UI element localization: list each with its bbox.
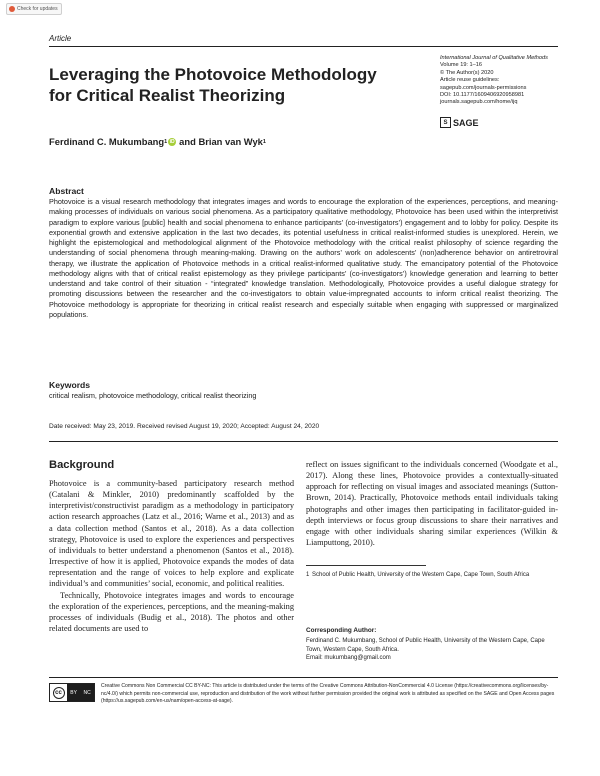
cc-nc-label: NC: [83, 689, 91, 696]
journal-permissions-link[interactable]: sagepub.com/journals-permissions: [440, 84, 527, 91]
journal-home-link[interactable]: journals.sagepub.com/home/ijq: [440, 99, 518, 106]
left-column: [49, 478, 294, 634]
author-first[interactable]: Ferdinand C. Mukumbang: [49, 136, 165, 147]
top-divider: [49, 46, 558, 47]
license-text: Creative Commons Non Commercial CC BY-NC: This article is distributed under the terms of the Creative Commons Attribution-NonCommercial 4.0 License (https://creativecommons.org/licenses/by-nc/4.0/) which permits non-commercial use, reproduction and distribution of the work without further permission provided the original work is attributed as specified on the SAGE and Open Access pages (https://us.sagepub.com/en-us/nam/open-access-at-sage).: [101, 683, 555, 705]
bottom-divider: [49, 677, 558, 678]
updates-icon: [9, 6, 15, 12]
title-line-1: Leveraging the Photovoice Methodology: [49, 65, 377, 84]
footnote-divider: [306, 565, 426, 566]
cc-icon: cc: [53, 687, 65, 699]
journal-reuse: Article reuse guidelines:: [440, 77, 500, 84]
cc-license-badge[interactable]: [49, 683, 95, 702]
dates-line: Date received: May 23, 2019. Received revised August 19, 2020; Accepted: August 24, 2020: [49, 423, 320, 430]
sage-wordmark: SAGE: [453, 117, 479, 128]
cc-badge-left: [50, 684, 67, 701]
affiliation-number: 1: [306, 572, 310, 578]
journal-info: [440, 55, 565, 107]
abstract-text: Photovoice is a visual research methodology that integrates images and words to encourage the exploration of the experiences, perceptions, and meaning-making processes of individuals on various social phenomena. As a participatory qualitative methodology, Photovoice has been used within the interpretivist paradigm to explore various [public] health and social phenomena to enhance participants’ (co-investigators’) engagement and to lobby for policy. Despite its exponential growth and extensive application in the last two decades, its potential usefulness in critical realist-informed studies is unexplored. Herein, we highlight the epistemological and methodological alignment of the Photovoice methodology with the critical realist philosophy of science regarding the understanding of social phenomena through meaning-making. Drawing on the authors’ work on adolescents’ (non)adherence behavior on antiretroviral therapy, we illustrate the application of Photovoice methods in a critical realist-informed qualitative study. The emancipatory potential of the Photovoice methodology aligns with that of critical realist epistemology as they privilege participants’ (co-investigators’) knowledge generation and learning to better understand and take control of their situation - “integrated” knowledge translation. Methodologically, Photovoice provides a useful dialogue strategy for promoting discussions between the researcher and the co-investigators to obtain value-impregnated accounts to inform critical realist theorizing. The Photovoice methodology is appropriate for theorizing in critical realist research and especially suitable when engaging with suppressed or marginalized populations.: [49, 197, 558, 319]
background-paragraph-3: reflect on issues significant to the individuals concerned (Woodgate et al., 2017). Along these lines, Photovoice provides a contextually-situated approach for reflecting on visual images and associated meanings (Sutton-Brown, 2014). Practically, Photovoice methods entail individuals taking photographs and other images then participating in facilitator-guided in-depth interviews or focus group discussions to share their narratives and engage with other individuals sharing similar experiences (Wilkin & Liamputtong, 2010).: [306, 460, 558, 548]
section-label: Article: [49, 34, 72, 43]
journal-volume: Volume 19: 1–16: [440, 62, 482, 69]
keywords-text: critical realism, photovoice methodology, critical realist theorizing: [49, 391, 257, 400]
right-column: [306, 459, 558, 548]
article-title: [49, 64, 379, 106]
journal-name: International Journal of Qualitative Methods: [440, 55, 548, 61]
badge-label: Check for updates: [17, 6, 58, 12]
sage-logo: [440, 117, 479, 128]
author-line: Ferdinand C. Mukumbang 1 iD and Brian van Wyk 1: [49, 136, 266, 147]
journal-doi[interactable]: DOI: 10.1177/1609406920958981: [440, 92, 525, 99]
keywords-heading: Keywords: [49, 380, 91, 390]
corresponding-email[interactable]: Email: mukumbang@gmail.com: [306, 655, 391, 662]
mid-divider: [49, 441, 558, 442]
check-for-updates-badge[interactable]: [6, 3, 62, 15]
cc-by-label: BY: [70, 689, 77, 696]
orcid-icon[interactable]: iD: [169, 138, 175, 145]
background-paragraph-1: Photovoice is a community-based participatory research method (Catalani & Minkler, 2010) predominantly scaffolded by the interpretivist/constructivist paradigm as a methodology in participatory action research approaches (Latz et al., 2016; Warne et al., 2013) and as a data collection method (Santos et al., 2018). As a data collection strategy, Photovoice is used to explore the experiences and perspectives of individuals to better understand a phenomenon (Santos et al., 2018). Irrespective of how it is applied, Photovoice expands the modes of data representation and the range of voices to help explore and explicate individual’s and communities’ social, economic, and political realities.: [49, 479, 294, 589]
background-paragraph-2: Technically, Photovoice integrates images and words to encourage the exploration of the experiences, perceptions, and the meaning-making processes of individuals (Budig et al., 2018). The photos and other related documents are used to: [49, 590, 294, 634]
author-joiner[interactable]: and Brian van Wyk: [179, 136, 263, 147]
background-heading: Background: [49, 459, 115, 471]
sage-mark-icon: S: [440, 117, 451, 128]
corresponding-block: [306, 637, 558, 663]
cc-badge-right: [67, 684, 94, 701]
abstract-heading: Abstract: [49, 186, 84, 196]
affiliation-text: School of Public Health, University of the Western Cape, Cape Town, South Africa: [312, 572, 530, 578]
title-line-2: for Critical Realist Theorizing: [49, 86, 286, 105]
journal-copyright: © The Author(s) 2020: [440, 69, 494, 76]
corresponding-text: Ferdinand C. Mukumbang, School of Public Health, University of the Western Cape, Cape Town, Western Cape, South Africa.: [306, 638, 545, 653]
corresponding-heading: Corresponding Author:: [306, 627, 377, 634]
affiliation-footnote: [306, 571, 558, 580]
